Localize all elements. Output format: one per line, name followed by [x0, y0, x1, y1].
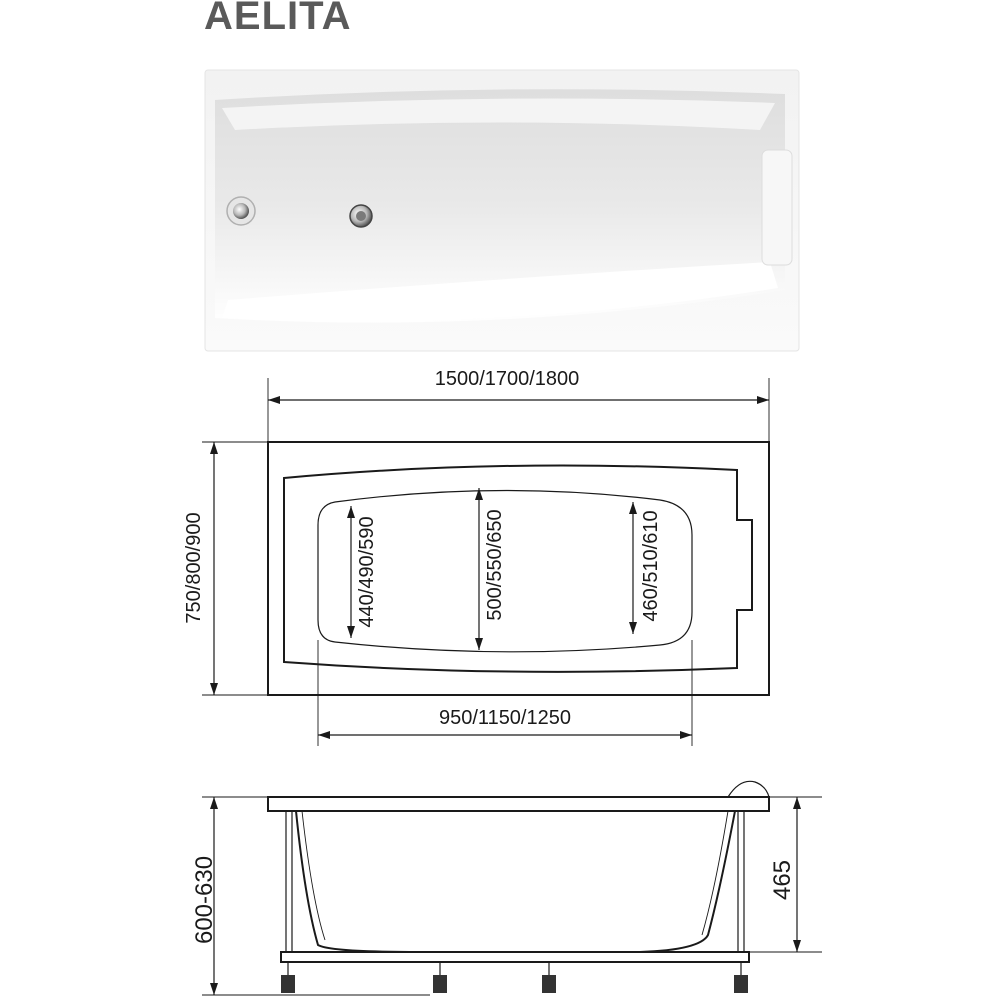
overflow-icon [227, 197, 255, 225]
depth-label: 465 [769, 859, 796, 901]
side-view-drawing [191, 781, 822, 995]
width-dimension-label: 750/800/900 [183, 512, 205, 624]
inner-width-center-label: 500/550/650 [484, 509, 506, 621]
inner-width-right-label: 460/510/610 [640, 510, 662, 622]
product-title: AELITA [204, 0, 352, 38]
foot-icon [281, 962, 295, 993]
foot-icon [433, 962, 447, 993]
bathtub-photo [205, 70, 799, 351]
inner-width-left-label: 440/490/590 [356, 516, 378, 628]
foot-icon [542, 962, 556, 993]
inner-length-label: 950/1150/1250 [439, 707, 571, 729]
drain-icon [350, 205, 372, 227]
top-view-drawing [183, 368, 769, 746]
length-dimension-label: 1500/1700/1800 [434, 368, 580, 390]
foot-icon [734, 962, 748, 993]
total-height-label: 600-630 [191, 855, 218, 945]
